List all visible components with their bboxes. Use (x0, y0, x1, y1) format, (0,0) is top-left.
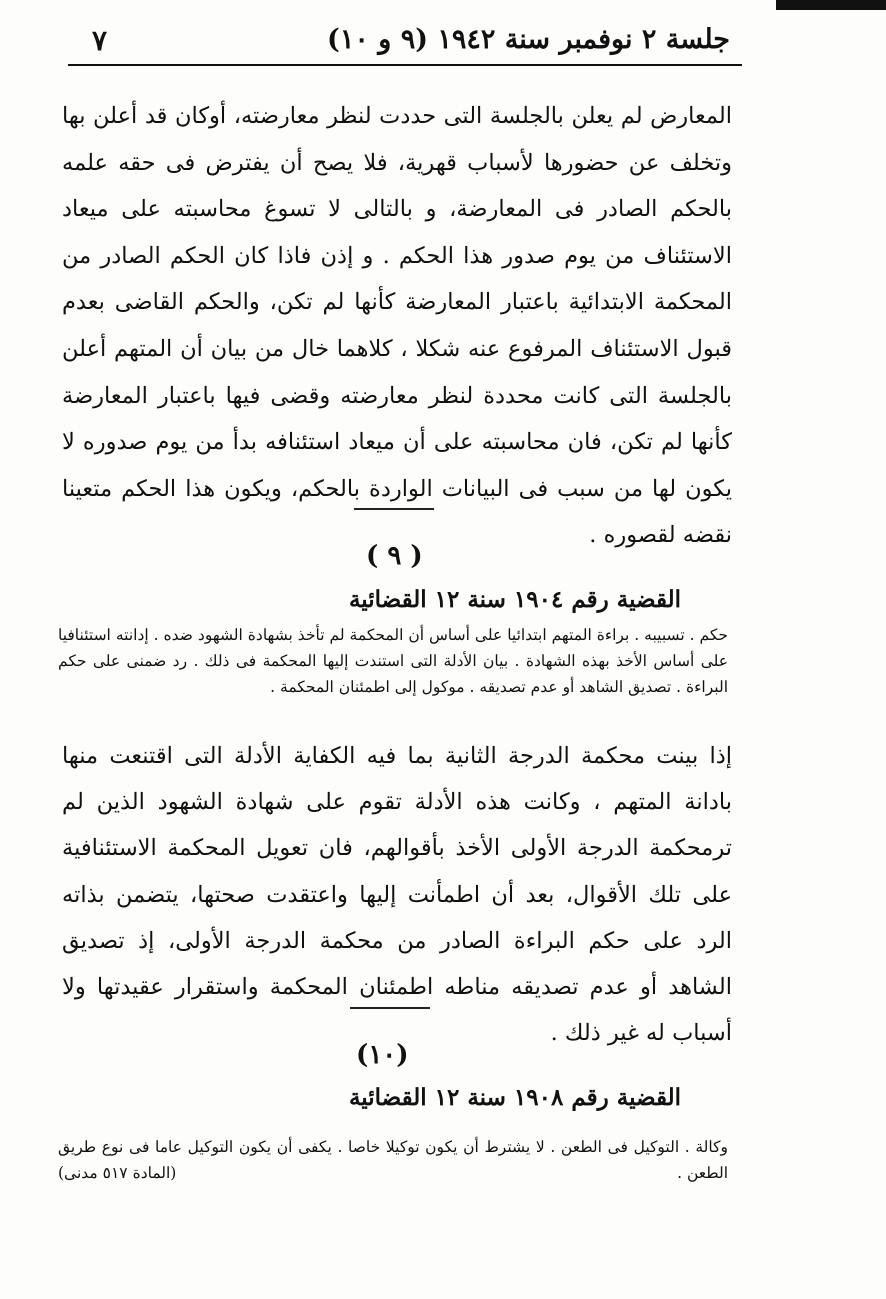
scan-edge-mark (776, 0, 886, 10)
case-number-10: (١٠) (356, 1040, 409, 1070)
case-title-10: القضية رقم ١٩٠٨ سنة ١٢ القضائية (348, 1084, 681, 1111)
section-divider (350, 1007, 430, 1009)
case-number-9: ( ٩ ) (366, 541, 423, 571)
continued-ruling-text: المعارض لم يعلن بالجلسة التى حددت لنظر معارضته، أوكان قد أعلن بها وتخلف عن حضورها لأسباب قهرية، فلا يصح أن يفترض فى حقه علمه بالحكم الصادر فى المعارضة، و بالتالى لا تسوغ محاسبته على ميعاد الاستئناف من يوم صدور هذا الحكم . و إذن فاذا كان الحكم الصادر من المحكمة الابتدائية باعتبار المعارضة كأنها لم تكن، والحكم القاضى بعدم قبول الاستئناف المرفوع عنه شكلا ، كلاهما خال من بيان أن المتهم أعلن بالجلسة التى كانت محددة لنظر معارضته وقضى فيها باعتبار المعارضة كأنها لم تكن، فان محاسبته على أن ميعاد استئنافه بدأ من يوم صدوره لا يكون لها من سبب فى البيانات الواردة بالحكم، ويكون هذا الحكم متعينا نقضه لقصوره . (62, 103, 732, 549)
header-divider (68, 64, 742, 66)
section-divider (354, 508, 434, 510)
session-title: جلسة ٢ نوفمبر سنة ١٩٤٢ (٩ و ١٠) (327, 24, 730, 55)
case-title-9: القضية رقم ١٩٠٤ سنة ١٢ القضائية (348, 586, 681, 613)
case-summary-10 (58, 1134, 728, 1186)
case-summary-9: حكم . تسبيبه . براءة المتهم ابتدائيا على أساس أن المحكمة لم تأخذ بشهادة الشهود ضده . إدانته استئنافيا على أساس الأخذ بهذه الشهادة . بيان الأدلة التى استندت إليها المحكمة فى ذلك . رد ضمنى على حكم البراءة . تصديق الشاهد أو عدم تصديقه . موكول إلى اطمئنان المحكمة . (58, 626, 728, 696)
article-reference: (المادة ٥١٧ مدنى) (58, 1164, 177, 1182)
page-number: ٧ (92, 24, 108, 57)
page-header (68, 18, 740, 66)
case-summary-10-text: وكالة . التوكيل فى الطعن . لا يشترط أن يكون توكيلا خاصا . يكفى أن يكون التوكيل عاما فى نوع طريق الطعن . (58, 1138, 728, 1182)
case-ruling-9: إذا بينت محكمة الدرجة الثانية بما فيه الكفاية الأدلة التى اقتنعت منها بادانة المتهم ، وكانت هذه الأدلة تقوم على شهادة الشهود الذين لم ترمحكمة الدرجة الأولى الأخذ بأقوالهم، فان تعويل المحكمة الاستئنافية على تلك الأقوال، بعد أن اطمأنت إليها واعتقدت صحتها، يتضمن بذاته الرد على حكم البراءة الصادر من محكمة الدرجة الأولى، إذ تصديق الشاهد أو عدم تصديقه مناطه اطمئنان المحكمة واستقرار عقيدتها ولا أسباب له غير ذلك . (62, 743, 732, 1047)
